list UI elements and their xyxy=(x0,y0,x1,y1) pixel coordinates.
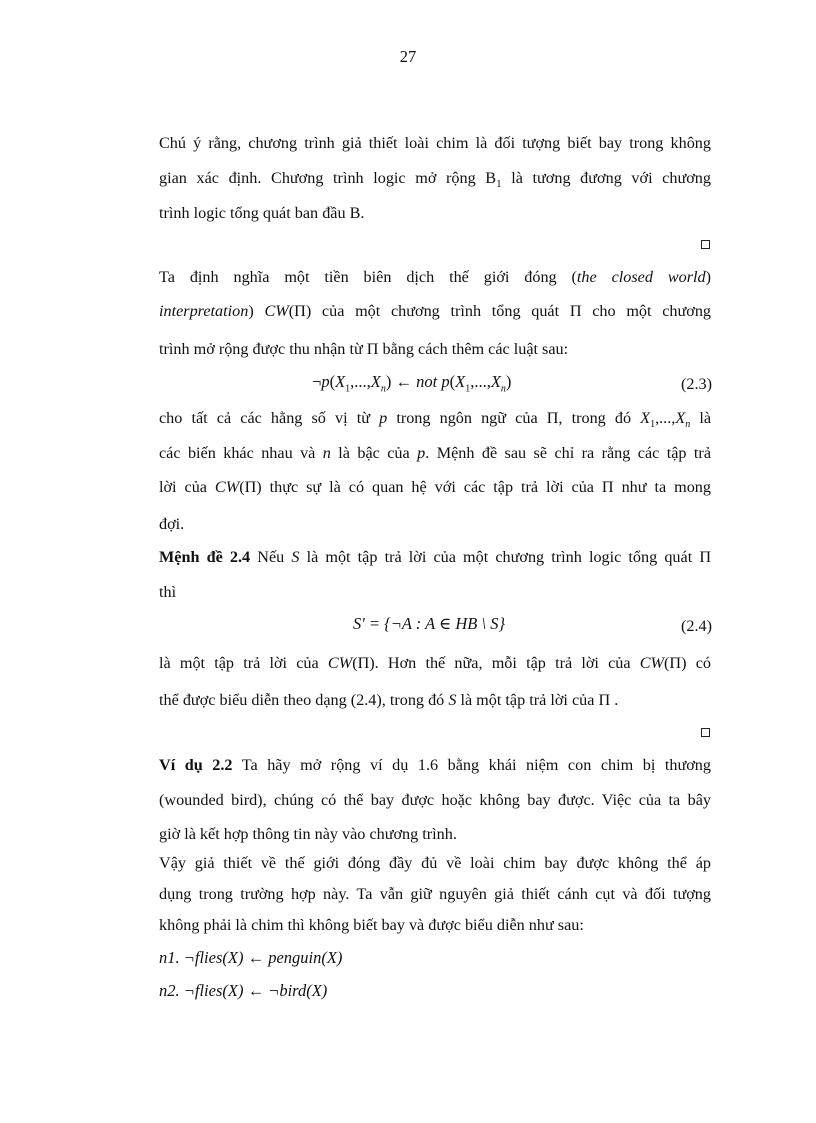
paragraph-line: trình logic tổng quát ban đầu B. xyxy=(159,204,365,222)
proposition-label: Mệnh đề 2.4 xyxy=(159,548,251,566)
paragraph-line: trình mở rộng được thu nhận từ Π bằng cách thêm các luật sau: xyxy=(159,340,569,358)
page-number: 27 xyxy=(399,47,417,66)
paragraph-line: các biến khác nhau và n là bậc của p. Mệnh đề sau sẽ chỉ ra rằng các tập trả xyxy=(159,444,712,462)
paragraph-line: lời của CW(Π) thực sự là có quan hệ với các tập trả lời của Π như ta mong xyxy=(159,478,711,496)
rule-n1: n1. ¬flies(X) ← penguin(X) xyxy=(159,948,343,967)
paragraph-line: gian xác định. Chương trình logic mở rộng $B_1$ là tương đương với chương xyxy=(159,169,711,191)
paragraph-line: interpretation) CW(Π) của một chương trình tổng quát Π cho một chương xyxy=(159,302,712,320)
rule-n2: n2. ¬flies(X) ← ¬bird(X) xyxy=(159,981,328,1000)
end-of-proof-mark xyxy=(701,728,710,737)
paragraph-line: thể được biểu diễn theo dạng (2.4), trong đó S là một tập trả lời của Π . xyxy=(159,691,619,709)
paragraph-line: đợi. xyxy=(159,515,185,533)
example-line: Ví dụ 2.2 Ta hãy mở rộng ví dụ 1.6 bằng khái niệm con chim bị thương xyxy=(159,756,711,774)
equation-number: (2.3) xyxy=(680,375,712,393)
paragraph-line: không phải là chim thì không biết bay và được biểu diễn như sau: xyxy=(159,916,584,934)
proposition-line: Mệnh đề 2.4 Nếu S là một tập trả lời của một chương trình logic tổng quát Π xyxy=(159,548,712,566)
paragraph-line: thì xyxy=(159,583,177,601)
equation-2-3: $\neg p(X_1,...,X_n)$ ← not $p(X_1,...,X_n)$ xyxy=(312,372,512,395)
paragraph-line: Ta định nghĩa một tiền biên dịch thế giới đóng (the closed world) xyxy=(159,268,711,286)
paragraph-line: dụng trong trường hợp này. Ta vẫn giữ nguyên giả thiết cánh cụt và đối tượng xyxy=(159,885,711,903)
example-label: Ví dụ 2.2 xyxy=(159,756,233,774)
paragraph-line: (wounded bird), chúng có thể bay được hoặc không bay được. Việc của ta bây xyxy=(159,791,711,809)
paragraph-line: Chú ý rằng, chương trình giả thiết loài chim là đối tượng biết bay trong không xyxy=(159,134,711,152)
paragraph-line: cho tất cả các hằng số vị từ p trong ngôn ngữ của Π, trong đó $X_1,...,X_n$ là xyxy=(159,409,711,431)
paragraph-line: là một tập trả lời của CW(Π). Hơn thế nữa, mỗi tập trả lời của CW(Π) có xyxy=(159,654,711,672)
paragraph-line: Vậy giả thiết về thế giới đóng đầy đủ về loài chim bay được không thể áp xyxy=(159,854,711,872)
end-of-proof-mark xyxy=(701,240,710,249)
paragraph-line: giờ là kết hợp thông tin này vào chương trình. xyxy=(159,825,457,843)
equation-2-4: S' = {¬A : A ∈ HB \ S} xyxy=(353,614,506,633)
equation-number: (2.4) xyxy=(680,617,712,635)
